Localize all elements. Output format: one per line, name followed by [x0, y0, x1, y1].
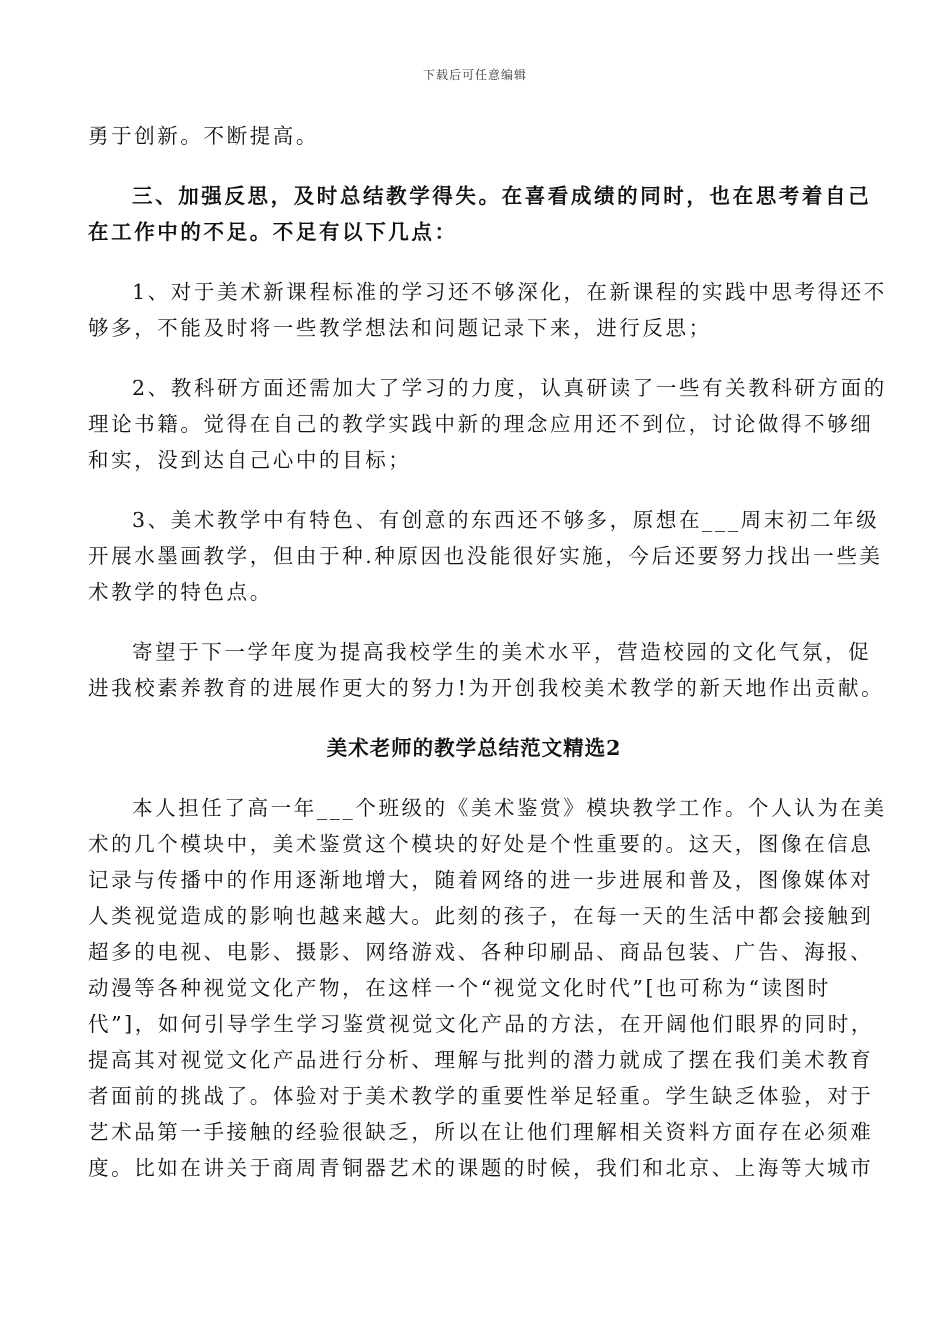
text-line: 3、美术教学中有特色、有创意的东西还不够多，原想在___周末初二年级 — [132, 508, 880, 532]
text-line: 和实，没到达自己心中的目标； — [88, 448, 412, 472]
text-line: 本人担任了高一年___个班级的《美术鉴赏》模块教学工作。个人认为在美 — [132, 796, 887, 820]
text-line: 术的几个模块中，美术鉴赏这个模块的好处是个性重要的。这天，图像在信息 — [88, 832, 874, 856]
paragraph-closing — [88, 634, 885, 706]
paragraph-point-1 — [88, 274, 887, 346]
text-line: 记录与传播中的作用逐渐地增大，随着网络的进一步进展和普及，图像媒体对 — [88, 868, 874, 892]
text-line: 艺术品第一手接触的经验很缺乏，所以在让他们理解相关资料方面存在必须难 — [88, 1120, 874, 1144]
text-line: 1、对于美术新课程标准的学习还不够深化，在新课程的实践中思考得还不 — [132, 280, 887, 304]
paragraph-point-3 — [88, 502, 883, 610]
text-line: 理论书籍。觉得在自己的教学实践中新的理念应用还不到位，讨论做得不够细 — [88, 412, 874, 436]
text-line: 在工作中的不足。不足有以下几点： — [88, 220, 458, 244]
text-line: 人类视觉造成的影响也越来越大。此刻的孩子，在每一天的生活中都会接触到 — [88, 904, 874, 928]
document-body — [88, 118, 887, 1186]
text-line: 超多的电视、电影、摄影、网络游戏、各种印刷品、商品包装、广告、海报、 — [88, 940, 874, 964]
text-line: 勇于创新。不断提高。 — [88, 124, 319, 148]
text-line: 进我校素养教育的进展作更大的努力!为开创我校美术教学的新天地作出贡献。 — [88, 676, 885, 700]
text-line: 开展水墨画教学，但由于种.种原因也没能很好实施，今后还要努力找出一些美 — [88, 544, 883, 568]
header-note: 下载后可任意编辑 — [422, 68, 527, 82]
text-line: 代”]，如何引导学生学习鉴赏视觉文化产品的方法，在开阔他们眼界的同时， — [88, 1012, 874, 1036]
text-line: 寄望于下一学年度为提高我校学生的美术水平，营造校园的文化气氛，促 — [132, 640, 872, 664]
text-line: 度。比如在讲关于商周青铜器艺术的课题的时候，我们和北京、上海等大城市 — [88, 1156, 874, 1180]
text-line: 者面前的挑战了。体验对于美术教学的重要性举足轻重。学生缺乏体验，对于 — [88, 1084, 874, 1108]
text-line: 2、教科研方面还需加大了学习的力度，认真研读了一些有关教科研方面的 — [132, 376, 887, 400]
text-line: 术教学的特色点。 — [88, 580, 273, 604]
paragraph-point-2 — [88, 370, 887, 478]
text-line: 够多，不能及时将一些教学想法和问题记录下来，进行反思； — [88, 316, 712, 340]
paragraph-section-three-heading — [88, 178, 872, 250]
text-line: 三、加强反思，及时总结教学得失。在喜看成绩的同时，也在思考着自己 — [132, 184, 872, 208]
text-line: 动漫等各种视觉文化产物，在这样一个“视觉文化时代”[也可称为“读图时 — [88, 976, 831, 1000]
section-heading: 美术老师的教学总结范文精选2 — [326, 736, 622, 760]
paragraph-section-two-body — [88, 790, 887, 1186]
paragraph-continuation — [88, 118, 860, 154]
text-line: 提高其对视觉文化产品进行分析、理解与批判的潜力就成了摆在我们美术教育 — [88, 1048, 874, 1072]
